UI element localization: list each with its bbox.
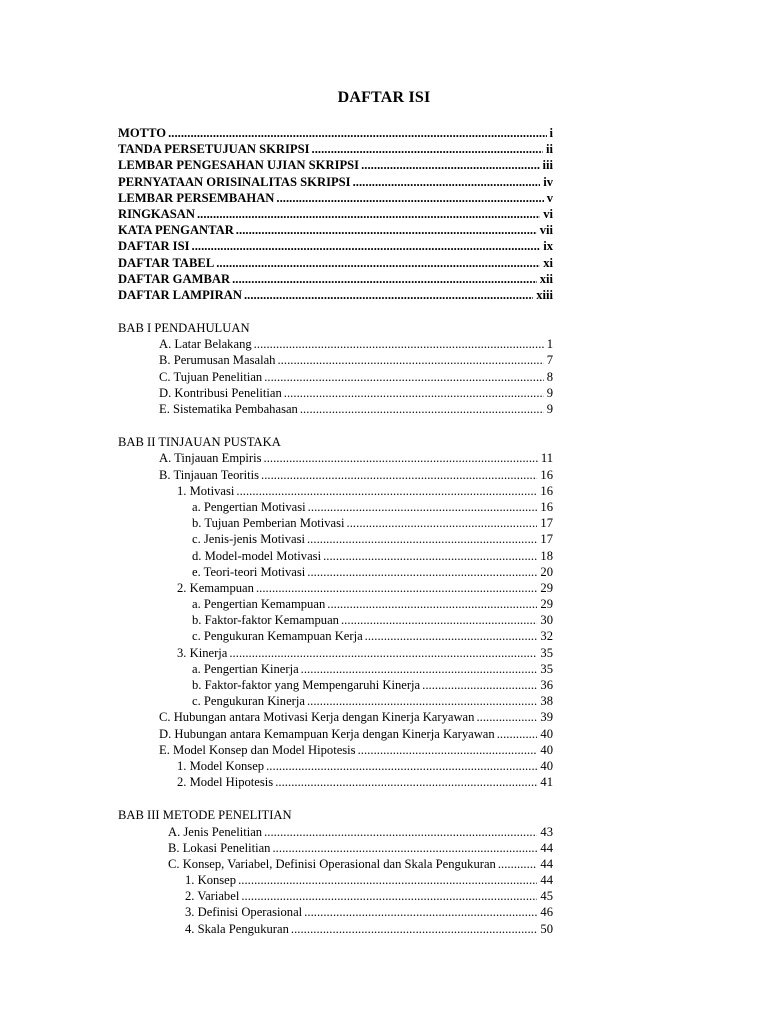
toc-entry [118, 628, 553, 644]
toc-entry-motto [118, 125, 553, 141]
toc-entry [118, 483, 553, 499]
toc-page-number: 40 [540, 726, 553, 741]
toc-label: DAFTAR GAMBAR [118, 271, 231, 286]
toc-label: C. Hubungan antara Motivasi Kerja dengan Kinerja Karyawan [159, 710, 475, 725]
toc-entry [118, 840, 553, 856]
toc-entry [118, 888, 553, 904]
leader-dots [236, 222, 537, 238]
toc-entry [118, 726, 553, 742]
toc-page-number: 43 [540, 824, 553, 839]
toc-label: c. Jenis-jenis Motivasi [192, 532, 305, 547]
toc-page-number: 41 [540, 775, 553, 790]
toc-label: 2. Variabel [185, 889, 240, 904]
leader-dots [308, 499, 538, 515]
leader-dots [266, 758, 537, 774]
toc-label: A. Jenis Penelitian [168, 824, 263, 839]
toc-label: LEMBAR PENGESAHAN UJIAN SKRIPSI [118, 158, 360, 173]
toc-entry [118, 515, 553, 531]
toc-page-number: xiii [536, 287, 553, 302]
toc-entry-persetujuan [118, 141, 553, 157]
toc-page-number: 32 [540, 629, 553, 644]
toc-entry [118, 856, 553, 872]
toc-label: RINGKASAN [118, 206, 195, 221]
toc-page-number: 9 [546, 402, 553, 416]
leader-dots [300, 401, 544, 417]
toc-label: B. Tinjauan Teoritis [159, 467, 259, 482]
toc-label: c. Pengukuran Kemampuan Kerja [192, 629, 363, 644]
leader-dots [327, 596, 537, 612]
table-of-contents [118, 125, 553, 937]
toc-label: e. Teori-teori Motivasi [192, 564, 306, 579]
toc-page-number: 44 [540, 856, 553, 871]
toc-page-number: ii [546, 142, 553, 157]
toc-entry [118, 758, 553, 774]
toc-label: 2. Model Hipotesis [177, 775, 274, 790]
toc-label: LEMBAR PERSEMBAHAN [118, 190, 275, 205]
toc-entry-kata-pengantar [118, 222, 553, 238]
toc-label: TANDA PERSETUJUAN SKRIPSI [118, 142, 310, 157]
toc-page-number: 45 [540, 889, 553, 904]
toc-page-number: 20 [540, 564, 553, 579]
leader-dots [276, 190, 543, 206]
toc-entry [118, 336, 553, 352]
toc-page-number: 16 [540, 467, 553, 482]
toc-page-number: 44 [540, 840, 553, 855]
toc-entry [118, 467, 553, 483]
leader-dots [232, 271, 537, 287]
toc-entry-pengesahan [118, 157, 553, 173]
toc-page-number: 40 [540, 742, 553, 757]
toc-entry [118, 596, 553, 612]
leader-dots [365, 628, 538, 644]
toc-entry [118, 774, 553, 790]
leader-dots [498, 856, 538, 872]
toc-entry [118, 661, 553, 677]
toc-label: E. Sistematika Pembahasan [159, 402, 298, 416]
toc-entry [118, 450, 553, 466]
toc-entry [118, 548, 553, 564]
toc-label: 4. Skala Pengukuran [185, 921, 289, 936]
toc-page-number: 16 [540, 483, 553, 498]
toc-label: 3. Definisi Operasional [185, 905, 303, 920]
toc-entry [118, 385, 553, 401]
toc-label: 1. Motivasi [177, 483, 235, 498]
toc-entry [118, 580, 553, 596]
toc-page-number: ix [543, 239, 553, 254]
leader-dots [168, 125, 546, 141]
toc-entry-daftar-tabel [118, 255, 553, 271]
leader-dots [353, 174, 541, 190]
leader-dots [229, 645, 537, 661]
toc-page-number: 11 [540, 451, 553, 466]
leader-dots [277, 352, 543, 368]
toc-entry [118, 742, 553, 758]
leader-dots [307, 531, 537, 547]
leader-dots [301, 661, 538, 677]
leader-dots [272, 840, 537, 856]
toc-label: A. Tinjauan Empiris [159, 451, 262, 466]
toc-entry [118, 499, 553, 515]
toc-label: KATA PENGANTAR [118, 223, 234, 238]
leader-dots [358, 742, 538, 758]
toc-page-number: 29 [540, 597, 553, 612]
toc-label: C. Konsep, Variabel, Definisi Operasional dan Skala Pengukuran [168, 856, 496, 871]
leader-dots [264, 450, 538, 466]
leader-dots [261, 467, 537, 483]
toc-label: 1. Konsep [185, 873, 237, 888]
toc-page-number: 16 [540, 499, 553, 514]
toc-page-number: 7 [546, 353, 553, 368]
toc-entry [118, 401, 553, 417]
toc-page-number: xi [543, 255, 553, 270]
leader-dots [347, 515, 538, 531]
leader-dots [197, 206, 540, 222]
toc-entry [118, 824, 553, 840]
toc-label: DAFTAR TABEL [118, 255, 215, 270]
toc-entry [118, 677, 553, 693]
leader-dots [422, 677, 537, 693]
page-title: DAFTAR ISI [337, 89, 431, 106]
toc-page-number: 29 [540, 580, 553, 595]
toc-entry-ringkasan [118, 206, 553, 222]
toc-label: D. Hubungan antara Kemampuan Kerja dengan Kinerja Karyawan [159, 726, 495, 741]
toc-entry [118, 904, 553, 920]
chapter-heading-bab-3: BAB III METODE PENELITIAN [118, 808, 292, 823]
toc-entry [118, 612, 553, 628]
leader-dots [238, 872, 537, 888]
leader-dots [476, 709, 537, 725]
leader-dots [241, 888, 537, 904]
toc-page-number: i [549, 126, 553, 140]
toc-entry [118, 645, 553, 661]
toc-page-number: 35 [540, 661, 553, 676]
leader-dots [244, 287, 533, 303]
toc-entry [118, 872, 553, 888]
toc-entry-orisinalitas [118, 174, 553, 190]
toc-page-number: 39 [540, 710, 553, 725]
toc-label: a. Pengertian Motivasi [192, 499, 306, 514]
toc-entry [118, 709, 553, 725]
toc-entry [118, 921, 553, 937]
toc-entry-daftar-gambar [118, 271, 553, 287]
toc-page-number: iii [542, 158, 553, 173]
toc-page-number: 50 [540, 921, 553, 936]
toc-label: B. Lokasi Penelitian [168, 840, 271, 855]
toc-page-number: v [546, 190, 553, 205]
toc-label: 2. Kemampuan [177, 580, 254, 595]
toc-label: 3. Kinerja [177, 645, 228, 660]
toc-entry [118, 693, 553, 709]
toc-page-number: 18 [540, 548, 553, 563]
toc-entry-daftar-lampiran [118, 287, 553, 303]
toc-label: a. Pengertian Kemampuan [192, 597, 326, 612]
toc-entry-persembahan [118, 190, 553, 206]
toc-label: B. Perumusan Masalah [159, 353, 276, 368]
toc-label: b. Faktor-faktor Kemampuan [192, 613, 339, 628]
leader-dots [304, 904, 537, 920]
leader-dots [256, 580, 537, 596]
toc-page-number: 17 [540, 516, 553, 531]
toc-page-number: 9 [546, 385, 553, 400]
toc-page-number: 30 [540, 613, 553, 628]
leader-dots [307, 693, 537, 709]
toc-page-number: 36 [540, 678, 553, 692]
toc-page-number: 8 [546, 369, 553, 384]
leader-dots [307, 564, 537, 580]
toc-entry [118, 564, 553, 580]
toc-entry [118, 531, 553, 547]
toc-page-number: 44 [540, 873, 553, 888]
toc-label: c. Pengukuran Kinerja [192, 694, 305, 709]
toc-label: D. Kontribusi Penelitian [159, 385, 282, 400]
toc-label: DAFTAR LAMPIRAN [118, 287, 242, 302]
toc-page-number: vi [543, 206, 553, 221]
leader-dots [264, 824, 537, 840]
leader-dots [254, 336, 544, 352]
leader-dots [291, 921, 538, 937]
leader-dots [192, 238, 541, 254]
toc-label: b. Faktor-faktor yang Mempengaruhi Kinerja [192, 678, 421, 692]
toc-page-number: xii [539, 271, 553, 286]
toc-page-number: 35 [540, 645, 553, 660]
leader-dots [361, 157, 539, 173]
toc-label: a. Pengertian Kinerja [192, 661, 299, 676]
toc-entry-daftar-isi [118, 238, 553, 254]
toc-label: d. Model-model Motivasi [192, 548, 322, 563]
chapter-heading-bab-2: BAB II TINJAUAN PUSTAKA [118, 435, 281, 450]
toc-page-number: iv [543, 174, 553, 189]
toc-page-number: 17 [540, 532, 553, 547]
leader-dots [264, 369, 543, 385]
toc-label: PERNYATAAN ORISINALITAS SKRIPSI [118, 174, 351, 189]
toc-label: b. Tujuan Pemberian Motivasi [192, 516, 345, 531]
toc-label: C. Tujuan Penelitian [159, 369, 263, 384]
leader-dots [312, 141, 543, 157]
leader-dots [236, 483, 537, 499]
toc-page-number: 1 [546, 337, 553, 352]
leader-dots [275, 774, 537, 790]
toc-page-number: 46 [540, 905, 553, 920]
toc-page-number: vii [539, 223, 553, 238]
leader-dots [216, 255, 540, 271]
toc-label: 1. Model Konsep [177, 758, 265, 773]
toc-label: A. Latar Belakang [159, 337, 252, 352]
leader-dots [284, 385, 544, 401]
chapter-heading-bab-1: BAB I PENDAHULUAN [118, 321, 250, 336]
toc-page-number: 38 [540, 694, 553, 709]
toc-label: E. Model Konsep dan Model Hipotesis [159, 742, 356, 757]
leader-dots [497, 726, 538, 742]
toc-entry [118, 352, 553, 368]
toc-label: MOTTO [118, 126, 167, 140]
toc-entry [118, 369, 553, 385]
toc-label: DAFTAR ISI [118, 239, 190, 254]
toc-page-number: 40 [540, 758, 553, 773]
leader-dots [323, 548, 537, 564]
leader-dots [341, 612, 537, 628]
